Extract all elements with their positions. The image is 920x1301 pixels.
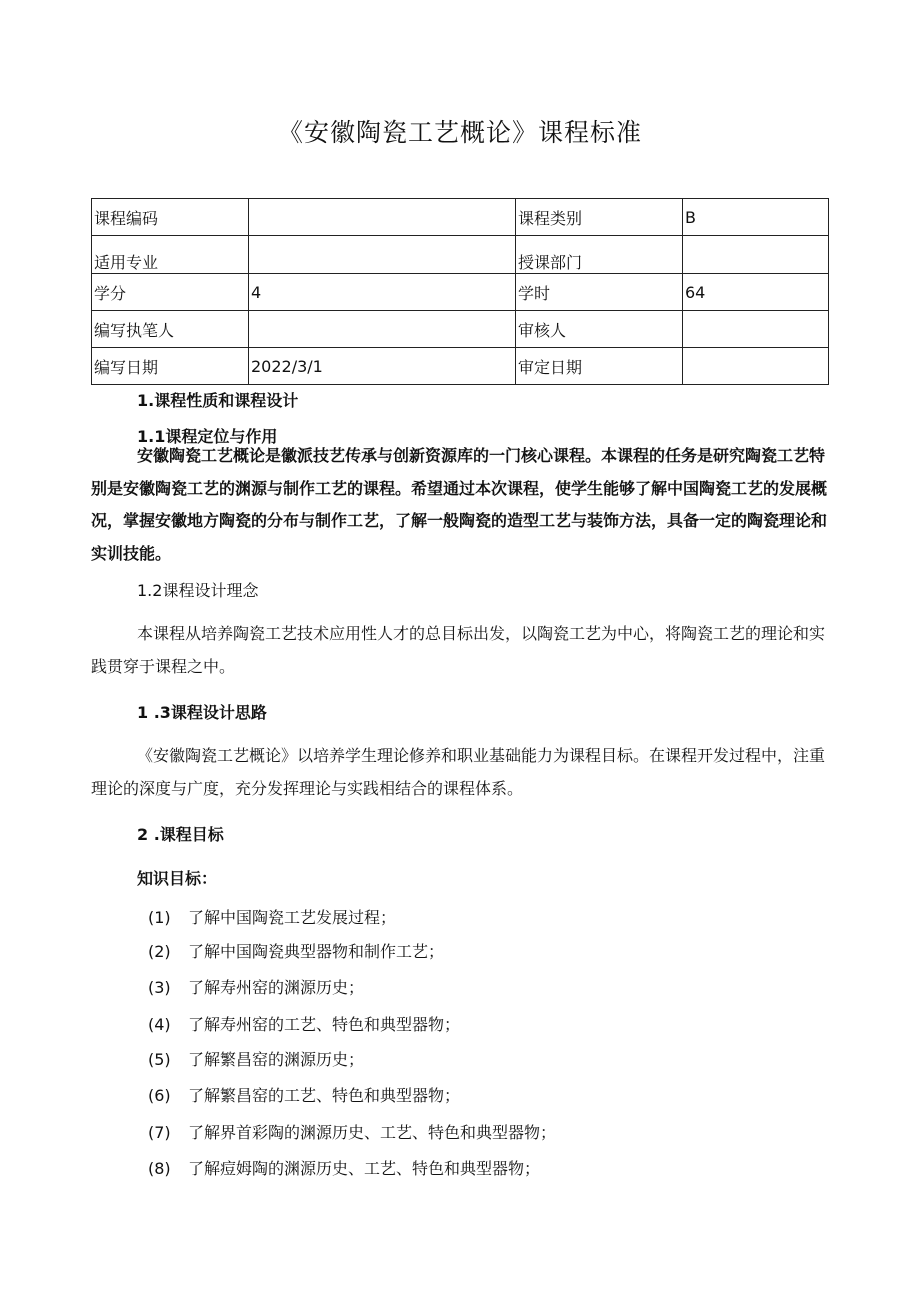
list-item-number: (8) bbox=[148, 1159, 171, 1178]
list-item bbox=[148, 905, 396, 928]
list-item-text: 了解痘姆陶的渊源历史、工艺、特色和典型器物； bbox=[188, 1159, 541, 1178]
list-item-text: 了解界首彩陶的渊源历史、工艺、特色和典型器物； bbox=[188, 1123, 557, 1142]
table-cell: 适用专业 bbox=[92, 236, 249, 274]
list-item bbox=[148, 975, 364, 998]
table-cell: 审核人 bbox=[516, 311, 683, 348]
table-cell: 编写执笔人 bbox=[92, 311, 249, 348]
section-1-heading: 1.课程性质和课程设计 bbox=[137, 391, 299, 410]
table-cell: 学分 bbox=[92, 274, 249, 311]
section-1-2-heading: 1.2课程设计理念 bbox=[137, 581, 259, 600]
table-cell: 2022/3/1 bbox=[249, 348, 516, 385]
list-item-text: 了解中国陶瓷典型器物和制作工艺； bbox=[188, 942, 445, 961]
section-1-1-heading: 1.1课程定位与作用 bbox=[137, 427, 278, 446]
table-cell: 4 bbox=[249, 274, 516, 311]
table-cell: 授课部门 bbox=[516, 236, 683, 274]
table-cell bbox=[249, 311, 516, 348]
section-2-heading: 2 .课程目标 bbox=[137, 825, 224, 844]
section-1-2-paragraph: 本课程从培养陶瓷工艺技术应用性人才的总目标出发，以陶瓷工艺为中心，将陶瓷工艺的理论和实践贯穿于课程之中。 bbox=[91, 624, 826, 676]
list-item bbox=[148, 939, 444, 962]
table-cell bbox=[249, 236, 516, 274]
table-row bbox=[92, 274, 829, 311]
course-info-table bbox=[91, 198, 829, 385]
list-item-number: (7) bbox=[148, 1123, 171, 1142]
list-item-number: (3) bbox=[148, 978, 171, 997]
table-row bbox=[92, 348, 829, 385]
table-cell: B bbox=[683, 199, 829, 236]
list-item-text: 了解繁昌窑的工艺、特色和典型器物； bbox=[188, 1086, 461, 1105]
table-row bbox=[92, 236, 829, 274]
list-item-number: (1) bbox=[148, 908, 171, 927]
table-cell bbox=[249, 199, 516, 236]
list-item-number: (2) bbox=[148, 942, 171, 961]
table-cell: 编写日期 bbox=[92, 348, 249, 385]
table-cell: 学时 bbox=[516, 274, 683, 311]
table-cell: 64 bbox=[683, 274, 829, 311]
table-cell: 课程编码 bbox=[92, 199, 249, 236]
section-1-3-heading: 1 .3课程设计思路 bbox=[137, 703, 267, 722]
table-cell: 审定日期 bbox=[516, 348, 683, 385]
table-cell: 课程类别 bbox=[516, 199, 683, 236]
document-title: 《安徽陶瓷工艺概论》课程标准 bbox=[277, 118, 642, 147]
list-item-text: 了解中国陶瓷工艺发展过程； bbox=[188, 908, 397, 927]
list-item-number: (5) bbox=[148, 1050, 171, 1069]
list-item bbox=[148, 1083, 460, 1106]
list-item-text: 了解繁昌窑的渊源历史； bbox=[188, 1050, 365, 1069]
table-cell bbox=[683, 348, 829, 385]
list-item-number: (6) bbox=[148, 1086, 171, 1105]
table-cell bbox=[683, 311, 829, 348]
list-item-number: (4) bbox=[148, 1015, 171, 1034]
list-item-text: 了解寿州窑的工艺、特色和典型器物； bbox=[188, 1015, 461, 1034]
list-item bbox=[148, 1012, 460, 1035]
knowledge-goals-heading: 知识目标： bbox=[137, 869, 218, 888]
table-row bbox=[92, 199, 829, 236]
list-item-text: 了解寿州窑的渊源历史； bbox=[188, 978, 365, 997]
section-1-1-paragraph: 安徽陶瓷工艺概论是徽派技艺传承与创新资源库的一门核心课程。本课程的任务是研究陶瓷工艺特别是安徽陶瓷工艺的渊源与制作工艺的课程。希望通过本次课程，使学生能够了解中国陶瓷工艺的发展概况，掌握安徽地方陶瓷的分布与制作工艺，了解一般陶瓷的造型工艺与装饰方法，具备一定的陶瓷理论和实训技能。 bbox=[91, 446, 828, 563]
list-item bbox=[148, 1120, 556, 1143]
section-1-3-paragraph: 《安徽陶瓷工艺概论》以培养学生理论修养和职业基础能力为课程目标。在课程开发过程中，注重理论的深度与广度，充分发挥理论与实践相结合的课程体系。 bbox=[91, 746, 826, 798]
list-item bbox=[148, 1047, 364, 1070]
table-row bbox=[92, 311, 829, 348]
table-cell bbox=[683, 236, 829, 274]
list-item bbox=[148, 1156, 540, 1179]
